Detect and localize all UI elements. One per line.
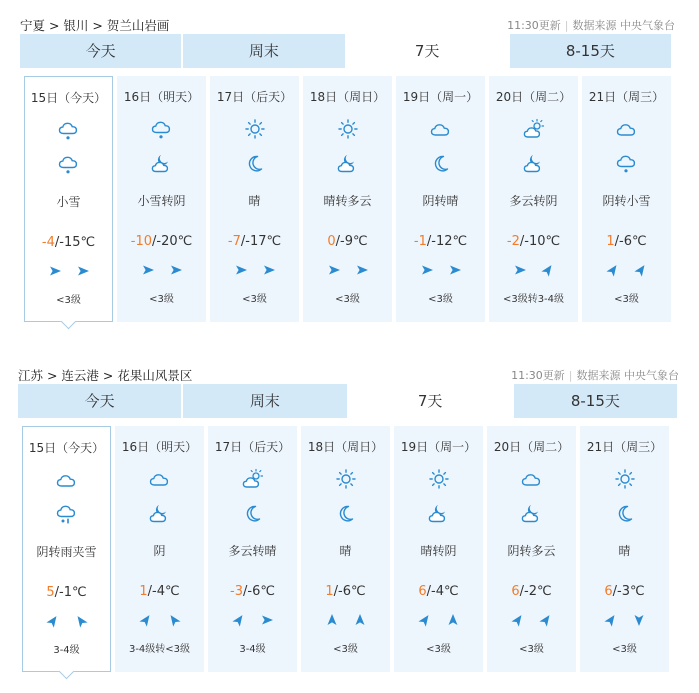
day-date: 20日（周二） <box>495 90 572 104</box>
wind-level: <3级 <box>242 294 267 305</box>
wind-directions <box>115 613 204 629</box>
update-time: 11:30更新 <box>511 369 565 382</box>
header-row <box>0 350 699 384</box>
partly-cloudy-night-icon <box>426 502 452 524</box>
temp-high: 1 <box>606 234 615 249</box>
temp-high: 5 <box>46 585 55 600</box>
temperature <box>489 234 578 249</box>
wind-east-arrow-icon <box>327 263 341 277</box>
data-source: 数据来源 中央气象台 <box>576 369 679 382</box>
wind-directions <box>489 263 578 279</box>
temperature <box>394 584 483 599</box>
temp-low: /-17℃ <box>240 234 282 249</box>
day-cards <box>24 76 673 322</box>
wind-northwest-arrow-icon <box>74 614 88 628</box>
wind-level: 3-4级 <box>239 644 266 655</box>
temp-high: 1 <box>139 584 148 599</box>
temp-low: /-3℃ <box>612 584 645 599</box>
day-card[interactable] <box>301 426 390 672</box>
wind-level: <3级 <box>335 294 360 305</box>
tab-today[interactable]: 今天 <box>18 384 183 418</box>
temp-low: /-9℃ <box>335 234 368 249</box>
day-date: 18日（周日） <box>309 90 386 104</box>
partly-cloudy-day-icon <box>521 118 547 140</box>
temp-low: /-6℃ <box>614 234 647 249</box>
day-date: 19日（周一） <box>402 90 479 104</box>
wind-level: <3级 <box>426 644 451 655</box>
wind-north-arrow-icon <box>353 613 367 627</box>
wind-directions <box>394 613 483 629</box>
wind-directions <box>210 263 299 279</box>
wind-directions <box>208 613 297 629</box>
day-date: 15日（今天） <box>28 441 105 455</box>
day-date: 15日（今天） <box>30 91 107 105</box>
day-card[interactable] <box>24 76 113 322</box>
partly-cloudy-night-icon <box>335 152 361 174</box>
day-card[interactable] <box>117 76 206 322</box>
cloud-icon <box>519 468 545 490</box>
temperature <box>396 234 485 249</box>
range-tabs <box>18 384 677 418</box>
weather-condition: 阴 <box>153 544 166 558</box>
tab-8-15days[interactable]: 8-15天 <box>510 34 671 68</box>
weather-condition: 多云转晴 <box>228 544 277 558</box>
wind-level: <3级 <box>333 644 358 655</box>
wind-directions <box>117 263 206 279</box>
snow-icon <box>614 152 640 174</box>
weather-condition: 晴 <box>339 544 352 558</box>
cloud-icon <box>614 118 640 140</box>
header-row <box>0 0 699 34</box>
weather-condition: 阴转晴 <box>422 194 459 208</box>
temp-high: 6 <box>604 584 613 599</box>
wind-directions <box>396 263 485 279</box>
day-date: 17日（后天） <box>216 90 293 104</box>
wind-directions <box>25 264 112 280</box>
partly-cloudy-night-icon <box>521 152 547 174</box>
day-date: 16日（明天） <box>121 440 198 454</box>
weather-condition: 晴 <box>248 194 261 208</box>
day-date: 19日（周一） <box>400 440 477 454</box>
day-date: 18日（周日） <box>307 440 384 454</box>
partly-cloudy-night-icon <box>519 502 545 524</box>
breadcrumb[interactable]: 江苏 > 连云港 > 花果山风景区 <box>18 368 193 383</box>
wind-east-arrow-icon <box>48 264 62 278</box>
day-card[interactable] <box>487 426 576 672</box>
day-card[interactable] <box>394 426 483 672</box>
wind-level: <3级 <box>519 644 544 655</box>
temperature <box>303 234 392 249</box>
wind-east-arrow-icon <box>448 263 462 277</box>
temp-low: /-10℃ <box>519 234 561 249</box>
day-card[interactable] <box>580 426 669 672</box>
day-card[interactable] <box>489 76 578 322</box>
wind-northeast-arrow-icon <box>511 613 525 627</box>
day-card[interactable] <box>303 76 392 322</box>
wind-northeast-arrow-icon <box>418 613 432 627</box>
sun-icon <box>426 468 452 490</box>
wind-level: 3-4级转<3级 <box>128 644 191 655</box>
sleet-icon <box>54 503 80 525</box>
wind-level: <3级 <box>428 294 453 305</box>
wind-northeast-arrow-icon <box>604 613 618 627</box>
temperature <box>115 584 204 599</box>
day-card[interactable] <box>396 76 485 322</box>
temp-low: /-12℃ <box>426 234 468 249</box>
wind-level: <3级 <box>614 294 639 305</box>
tab-weekend[interactable]: 周末 <box>183 34 346 68</box>
snow-icon <box>56 153 82 175</box>
temp-high: -7 <box>227 234 241 249</box>
moon-icon <box>333 502 359 524</box>
wind-northeast-arrow-icon <box>46 614 60 628</box>
temp-high: -2 <box>506 234 520 249</box>
wind-north-arrow-icon <box>325 613 339 627</box>
update-info <box>511 367 679 383</box>
temp-low: /-4℃ <box>147 584 180 599</box>
day-date: 16日（明天） <box>123 90 200 104</box>
separator: | <box>568 369 573 382</box>
tab-7days[interactable]: 7天 <box>347 34 510 68</box>
wind-east-arrow-icon <box>260 613 274 627</box>
wind-east-arrow-icon <box>513 263 527 277</box>
wind-level: <3级 <box>56 295 81 306</box>
temp-high: 0 <box>327 234 336 249</box>
weather-condition: 晴转阴 <box>420 544 457 558</box>
wind-east-arrow-icon <box>420 263 434 277</box>
temperature <box>23 585 110 600</box>
temp-low: /-6℃ <box>243 584 275 599</box>
wind-directions <box>582 263 671 279</box>
wind-northwest-arrow-icon <box>167 613 181 627</box>
partly-cloudy-night-icon <box>149 152 175 174</box>
wind-northeast-arrow-icon <box>606 263 620 277</box>
snow-icon <box>56 119 82 141</box>
breadcrumb[interactable]: 宁夏 > 银川 > 贺兰山岩画 <box>20 18 170 33</box>
wind-level: <3级转3-4级 <box>502 294 565 305</box>
snow-icon <box>149 118 175 140</box>
wind-east-arrow-icon <box>234 263 248 277</box>
temp-low: /-6℃ <box>333 584 366 599</box>
partly-cloudy-night-icon <box>147 502 173 524</box>
wind-level: <3级 <box>612 644 637 655</box>
day-cards <box>22 426 671 672</box>
temperature <box>117 234 206 249</box>
day-date: 21日（周三） <box>588 90 665 104</box>
tab-today[interactable]: 今天 <box>20 34 183 68</box>
temperature <box>301 584 390 599</box>
temp-high: 1 <box>325 584 334 599</box>
weather-condition: 多云转阴 <box>509 194 558 208</box>
cloud-icon <box>54 469 80 491</box>
separator: | <box>564 19 569 32</box>
wind-east-arrow-icon <box>169 263 183 277</box>
moon-icon <box>242 152 268 174</box>
day-card[interactable] <box>22 426 111 672</box>
day-date: 20日（周二） <box>493 440 570 454</box>
moon-icon <box>612 502 638 524</box>
temp-low: /-15℃ <box>54 235 96 250</box>
sun-icon <box>612 468 638 490</box>
update-info <box>507 17 675 33</box>
temperature <box>582 234 671 249</box>
wind-east-arrow-icon <box>141 263 155 277</box>
wind-directions <box>23 614 110 630</box>
moon-icon <box>240 502 266 524</box>
wind-directions <box>487 613 576 629</box>
temperature <box>487 584 576 599</box>
tab-weekend[interactable]: 周末 <box>183 384 348 418</box>
wind-north-arrow-icon <box>446 613 460 627</box>
sun-icon <box>333 468 359 490</box>
day-card[interactable] <box>208 426 297 672</box>
weather-condition: 阴转雨夹雪 <box>36 545 97 559</box>
wind-northeast-arrow-icon <box>232 613 246 627</box>
wind-northeast-arrow-icon <box>139 613 153 627</box>
tab-8-15days[interactable]: 8-15天 <box>514 384 677 418</box>
sun-icon <box>335 118 361 140</box>
wind-level: 3-4级 <box>53 645 80 656</box>
temp-high: 6 <box>418 584 427 599</box>
day-card[interactable] <box>115 426 204 672</box>
temp-high: -4 <box>41 235 55 250</box>
cloud-icon <box>428 118 454 140</box>
wind-level: <3级 <box>149 294 174 305</box>
temperature <box>210 234 299 249</box>
wind-directions <box>301 613 390 629</box>
wind-northeast-arrow-icon <box>539 613 553 627</box>
weather-condition: 小雪 <box>56 195 81 209</box>
range-tabs <box>20 34 671 68</box>
weather-condition: 小雪转阴 <box>137 194 186 208</box>
temperature <box>580 584 669 599</box>
wind-east-arrow-icon <box>355 263 369 277</box>
cloud-icon <box>147 468 173 490</box>
update-time: 11:30更新 <box>507 19 561 32</box>
temp-high: -10 <box>130 234 152 249</box>
moon-icon <box>428 152 454 174</box>
temp-low: /-2℃ <box>519 584 552 599</box>
day-date: 17日（后天） <box>214 440 291 454</box>
temp-high: -3 <box>230 584 243 599</box>
wind-east-arrow-icon <box>76 264 90 278</box>
weather-condition: 阴转小雪 <box>602 194 651 208</box>
wind-directions <box>303 263 392 279</box>
temp-high: 6 <box>511 584 520 599</box>
weather-condition: 晴 <box>618 544 631 558</box>
tab-7days[interactable]: 7天 <box>349 384 514 418</box>
wind-directions <box>580 613 669 629</box>
day-card[interactable] <box>582 76 671 322</box>
day-date: 21日（周三） <box>586 440 663 454</box>
day-card[interactable] <box>210 76 299 322</box>
wind-northeast-arrow-icon <box>541 263 555 277</box>
temp-low: /-1℃ <box>54 585 87 600</box>
temp-high: -1 <box>413 234 427 249</box>
partly-cloudy-day-icon <box>240 468 266 490</box>
wind-east-arrow-icon <box>262 263 276 277</box>
wind-northeast-arrow-icon <box>634 263 648 277</box>
temp-low: /-4℃ <box>426 584 459 599</box>
wind-south-arrow-icon <box>632 613 646 627</box>
weather-condition: 阴转多云 <box>507 544 556 558</box>
weather-condition: 晴转多云 <box>323 194 372 208</box>
data-source: 数据来源 中央气象台 <box>572 19 675 32</box>
temperature <box>25 235 112 250</box>
sun-icon <box>242 118 268 140</box>
temp-low: /-20℃ <box>152 234 193 249</box>
temperature <box>208 584 297 599</box>
